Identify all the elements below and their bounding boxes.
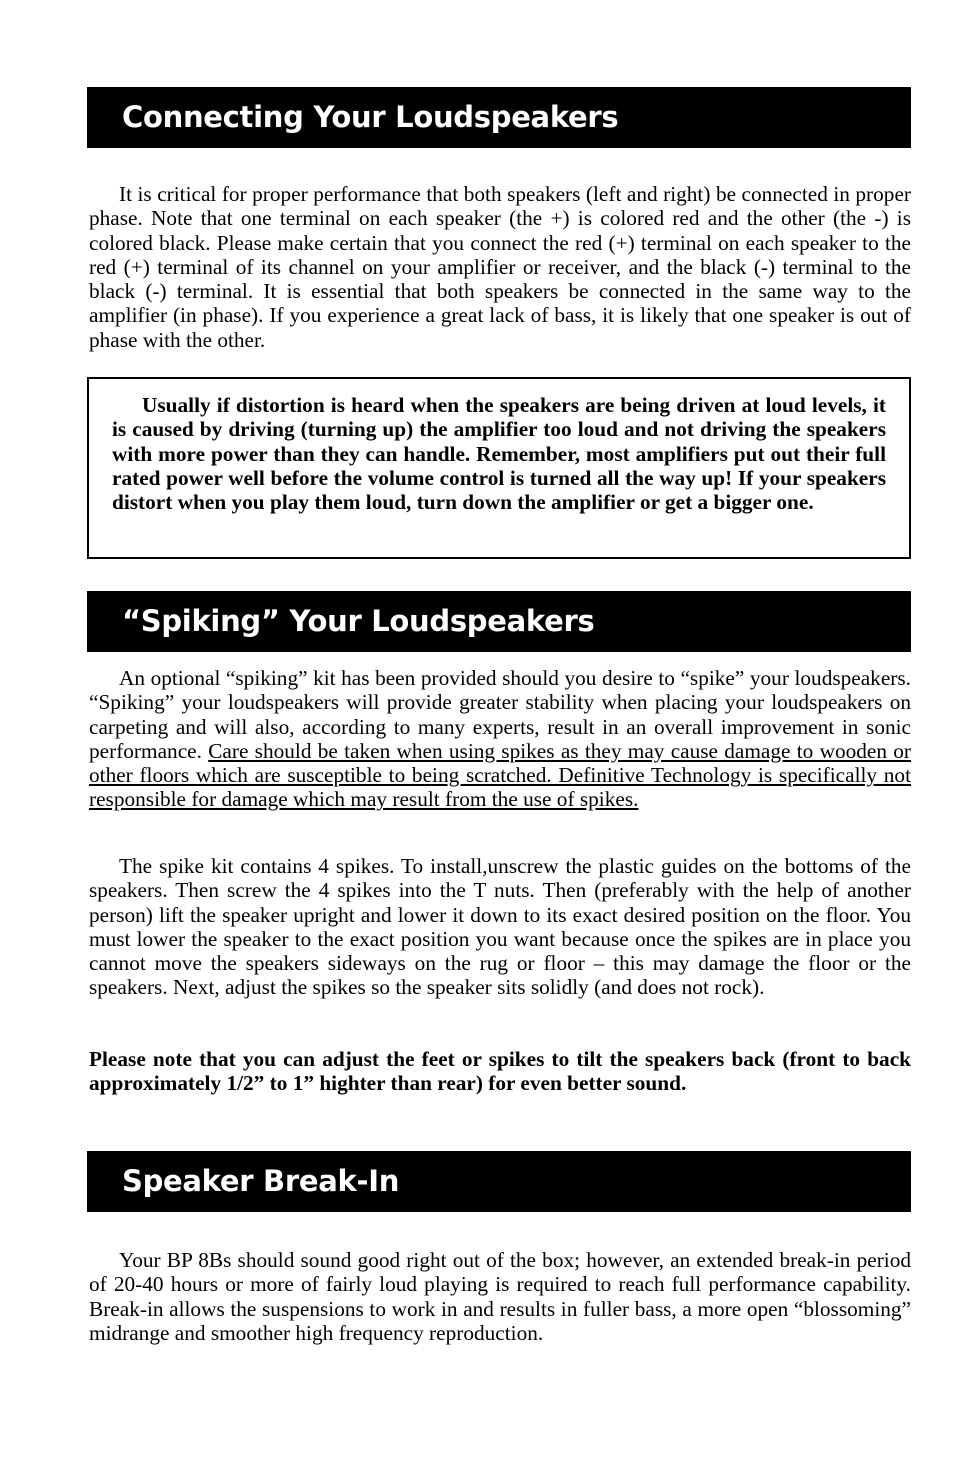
break-in-section-header — [87, 1151, 911, 1212]
distortion-notice-box — [87, 377, 911, 559]
spike-damage-warning: Care should be taken when using spikes as they may cause damage to wooden or other floors which are susceptible to being scratched. Definitive Technology is specifically not responsible for damage which may result from the use of spikes. — [89, 738, 912, 812]
connecting-paragraph: It is critical for proper performance that both speakers (left and right) be connected in proper phase. Note that one terminal on each speaker (the +) is colored red and the other (the -) is colored black. Please make certain that you connect the red (+) terminal on each speaker to the red (+) terminal of its channel on your amplifier or receiver, and the black (-) terminal to the black (-) terminal. It is essential that both speakers be connected in the same way to the amplifier (in phase). If you experience a great lack of bass, it is likely that one speaker is out of phase with the other. — [89, 182, 911, 352]
connecting-section-title: Connecting Your Loudspeakers — [122, 100, 619, 134]
break-in-section-title: Speaker Break-In — [122, 1164, 400, 1198]
spiking-paragraph-1 — [89, 666, 911, 812]
tilt-note: Please note that you can adjust the feet or spikes to tilt the speakers back (front to back approximately 1/2” to 1” highter than rear) for even better sound. — [89, 1047, 911, 1096]
break-in-paragraph: Your BP 8Bs should sound good right out of the box; however, an extended break-in period of 20-40 hours or more of fairly loud playing is required to reach full performance capability. Break-in allows the suspensions to work in and results in fuller bass, a more open “blossoming” midrange and smoother high frequency reproduction. — [89, 1248, 911, 1345]
spiking-section-header — [87, 591, 911, 652]
spiking-intro-text: An optional “spiking” kit has been provided should you desire to “spike” your loudspeakers. “Spiking” your loudspeakers will provide greater stability when placing your loudspeakers on carpeting and will also, according to many experts, result in an overall improvement in sonic performance. — [89, 666, 911, 763]
spiking-paragraph-2: The spike kit contains 4 spikes. To install,unscrew the plastic guides on the bottoms of the speakers. Then screw the 4 spikes into the T nuts. Then (preferably with the help of another person) lift the speaker upright and lower it down to its exact desired position on the floor. You must lower the speaker to the exact position you want because once the spikes are in place you cannot move the speakers sideways on the rug or floor – this may damage the floor or the speakers. Next, adjust the spikes so the speaker sits solidly (and does not rock). — [89, 854, 911, 1000]
spiking-section-title: “Spiking” Your Loudspeakers — [122, 604, 595, 638]
distortion-notice-text: Usually if distortion is heard when the speakers are being driven at loud levels, it is caused by driving (turning up) the amplifier too loud and not driving the speakers with more power than they can handle. Remember, most amplifiers put out their full rated power well before the volume control is turned all the way up! If your speakers distort when you play them loud, turn down the amplifier or get a bigger one. — [112, 393, 886, 515]
connecting-section-header — [87, 87, 911, 148]
